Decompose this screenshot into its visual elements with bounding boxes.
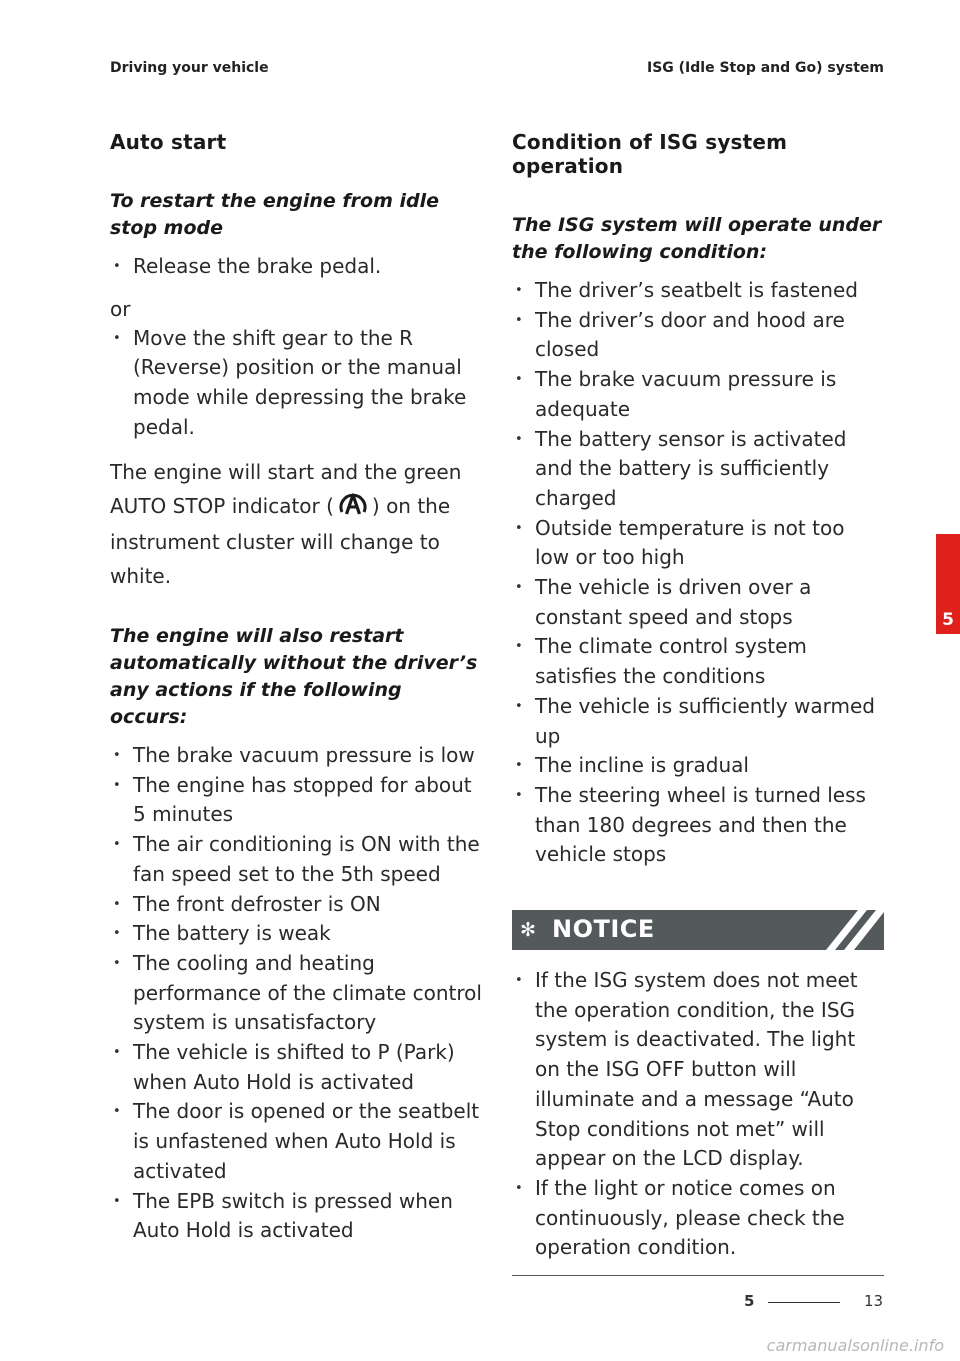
list-item: • The cooling and heating performance of the climate control system is unsatisfactory [110,949,482,1038]
list-item: • The front defroster is ON [110,890,482,920]
notice-label: NOTICE [552,915,655,944]
list-item: • The air conditioning is ON with the fan speed set to the 5th speed [110,830,482,889]
paragraph-text: ) on the instrument cluster will change to white. [110,493,451,589]
auto-start-title: Auto start [110,130,227,154]
list-item: • The battery is weak [110,919,482,949]
or-text: or [110,296,131,321]
restart-list-alt [110,324,482,443]
list-item: • Move the shift gear to the R (Reverse) position or the manual mode while depressing the brake pedal. [110,324,482,443]
restart-list [110,252,482,282]
list-item: • The brake vacuum pressure is adequate [512,365,884,424]
footer-chapter-number: 5 [744,1292,755,1310]
paragraph-text: The engine will start and the green AUTO STOP indicator ( [110,459,462,518]
right-column [512,130,884,1276]
header-section-title: Driving your vehicle [110,60,269,76]
list-item: • The climate control system satisfies the conditions [512,632,884,691]
list-item: • Outside temperature is not too low or too high [512,514,884,573]
list-item: • The door is opened or the seatbelt is unfastened when Auto Hold is activated [110,1097,482,1186]
list-item: • The vehicle is sufficiently warmed up [512,692,884,751]
conditions-title: Condition of ISG system operation [512,130,788,178]
chapter-tab-number: 5 [942,610,954,630]
list-item: • The vehicle is driven over a constant speed and stops [512,573,884,632]
notice-divider [512,1275,884,1276]
list-item: • If the ISG system does not meet the operation condition, the ISG system is deactivated. The light on the ISG OFF button will illuminate and a message “Auto Stop conditions not met” will appear on the LCD display. [512,966,884,1174]
restart-heading: To restart the engine from idle stop mode [110,190,439,239]
list-item: • The vehicle is shifted to P (Park) when Auto Hold is activated [110,1038,482,1097]
asterisk-icon: ✻ [520,919,536,942]
list-item: • The engine has stopped for about 5 minutes [110,771,482,830]
list-item: • Release the brake pedal. [110,252,482,282]
auto-stop-a-icon [335,486,371,522]
footer-page-number: 13 [864,1292,884,1310]
list-item: • The brake vacuum pressure is low [110,741,482,771]
left-column [110,130,482,1246]
footer-divider [768,1302,840,1303]
list-item: • If the light or notice comes on continuously, please check the operation condition. [512,1174,884,1263]
list-item: • The battery sensor is activated and the battery is sufficiently charged [512,425,884,514]
watermark: carmanualsonline.info [766,1336,944,1355]
chapter-tab [936,534,960,634]
conditions-heading: The ISG system will operate under the following condition: [512,214,882,263]
list-item: • The steering wheel is turned less than 180 degrees and then the vehicle stops [512,781,884,870]
notice-banner [512,910,884,950]
auto-restart-heading: The engine will also restart automatically without the driver’s any actions if the following occurs: [110,625,478,729]
engine-start-paragraph [110,455,482,594]
header-topic-title: ISG (Idle Stop and Go) system [646,60,884,76]
list-item: • The incline is gradual [512,751,884,781]
conditions-list [512,276,884,870]
list-item: • The EPB switch is pressed when Auto Hold is activated [110,1187,482,1246]
slash-stripes-icon [820,910,884,950]
auto-restart-list [110,741,482,1246]
list-item: • The driver’s seatbelt is fastened [512,276,884,306]
notice-list [512,966,884,1263]
list-item: • The driver’s door and hood are closed [512,306,884,365]
